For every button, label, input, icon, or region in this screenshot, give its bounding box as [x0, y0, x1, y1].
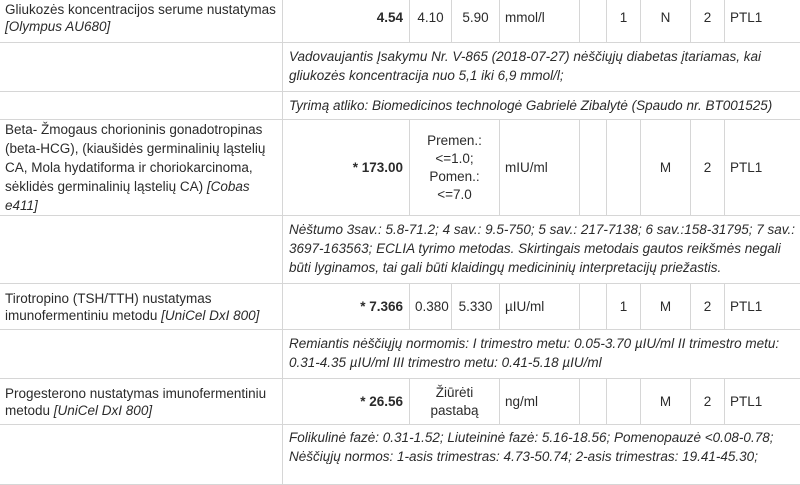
test-name: Beta- Žmogaus chorioninis gonadotropinas (beta-HCG), (kiaušidės germinalinių ląstelių CA, Mola hydatiforma ir choriokarcinoma, sėklidės germinalinių ląstelių CA)	[5, 122, 265, 194]
priority: 2	[691, 120, 725, 216]
empty-cell	[0, 216, 283, 284]
empty-cell	[580, 120, 607, 216]
unit: mmol/l	[500, 0, 580, 43]
lab-code: PTL1	[725, 379, 800, 425]
table-row	[0, 330, 800, 379]
lab-code: PTL1	[725, 0, 800, 43]
empty-cell	[0, 43, 283, 92]
empty-cell	[0, 92, 283, 120]
ref-line: Žiūrėti	[415, 384, 494, 402]
unit: ng/ml	[500, 379, 580, 425]
lab-code: PTL1	[725, 120, 800, 216]
test-name: Progesterono nustatymas imunofermentiniu metodu	[5, 386, 266, 418]
priority: 2	[691, 379, 725, 425]
test-method: [UniCel DxI 800]	[161, 308, 259, 323]
unit: mIU/ml	[500, 120, 580, 216]
result-value: * 26.56	[283, 379, 410, 425]
note: Vadovaujantis Įsakymu Nr. V-865 (2018-07-27) nėščiųjų diabetas įtariamas, kai gliukozės koncentracija nuo 5,1 iki 6,9 mmol/l;	[283, 43, 800, 92]
test-name-cell	[0, 120, 283, 216]
empty-cell	[580, 0, 607, 43]
table-row	[0, 0, 800, 43]
note: Nėštumo 3sav.: 5.8-71.2; 4 sav.: 9.5-750; 5 sav.: 217-7138; 6 sav.:158-31795; 7 sav.: 3697-163563; ECLIA tyrimo metodas. Skirtingais metodais gautos reikšmės negali būti lyginamos, tai gali būti klaidingų medicininių interpretacijų priežastis.	[283, 216, 800, 284]
unit: µIU/ml	[500, 284, 580, 330]
empty-cell	[0, 330, 283, 379]
count: 1	[607, 0, 641, 43]
result-value: * 7.366	[283, 284, 410, 330]
ref-low: 4.10	[410, 0, 452, 43]
result-value: 4.54	[283, 0, 410, 43]
flag: M	[641, 284, 691, 330]
empty-cell	[0, 425, 283, 485]
test-name: Gliukozės koncentracijos serume nustatymas	[5, 2, 276, 17]
table-row	[0, 43, 800, 92]
test-method: [Cobas e411]	[5, 179, 250, 213]
table-row	[0, 92, 800, 120]
ref-line: <=1.0;	[415, 150, 494, 168]
ref-low: 0.380	[410, 284, 452, 330]
test-name-cell	[0, 284, 283, 330]
ref-high: 5.330	[452, 284, 500, 330]
ref-high: 5.90	[452, 0, 500, 43]
count: 1	[607, 284, 641, 330]
test-method: [UniCel DxI 800]	[54, 403, 152, 418]
flag: M	[641, 379, 691, 425]
ref-line: <=7.0	[415, 186, 494, 204]
result-value: * 173.00	[283, 120, 410, 216]
ref-line: pastabą	[415, 402, 494, 420]
ref-line: Premen.:	[415, 132, 494, 150]
flag: N	[641, 0, 691, 43]
table-row	[0, 284, 800, 330]
empty-cell	[580, 284, 607, 330]
reference-range	[410, 120, 500, 216]
count	[607, 120, 641, 216]
test-name-cell	[0, 379, 283, 425]
priority: 2	[691, 284, 725, 330]
table-row	[0, 425, 800, 485]
ref-line: Pomen.:	[415, 168, 494, 186]
table-row	[0, 216, 800, 284]
table-row	[0, 379, 800, 425]
test-name: Tirotropino (TSH/TTH) nustatymas imunofermentiniu metodu	[5, 291, 212, 323]
lab-code: PTL1	[725, 284, 800, 330]
flag: M	[641, 120, 691, 216]
test-name-cell	[0, 0, 283, 43]
reference-range	[410, 379, 500, 425]
count	[607, 379, 641, 425]
test-method: [Olympus AU680]	[5, 19, 110, 34]
empty-cell	[580, 379, 607, 425]
note: Tyrimą atliko: Biomedicinos technologė Gabrielė Zibalytė (Spaudo nr. BT001525)	[283, 92, 800, 120]
note: Remiantis nėščiųjų normomis: I trimestro metu: 0.05-3.70 µIU/ml II trimestro metu: 0.31-4.35 µIU/ml III trimestro metu: 0.41-5.18 µIU/ml	[283, 330, 800, 379]
priority: 2	[691, 0, 725, 43]
note: Folikulinė fazė: 0.31-1.52; Liuteininė fazė: 5.16-18.56; Pomenopauzė <0.08-0.78; Nėščiųjų normos: 1-asis trimestras: 4.73-50.74; 2-asis trimestras: 19.41-45.30;	[283, 425, 800, 485]
table-row	[0, 120, 800, 216]
